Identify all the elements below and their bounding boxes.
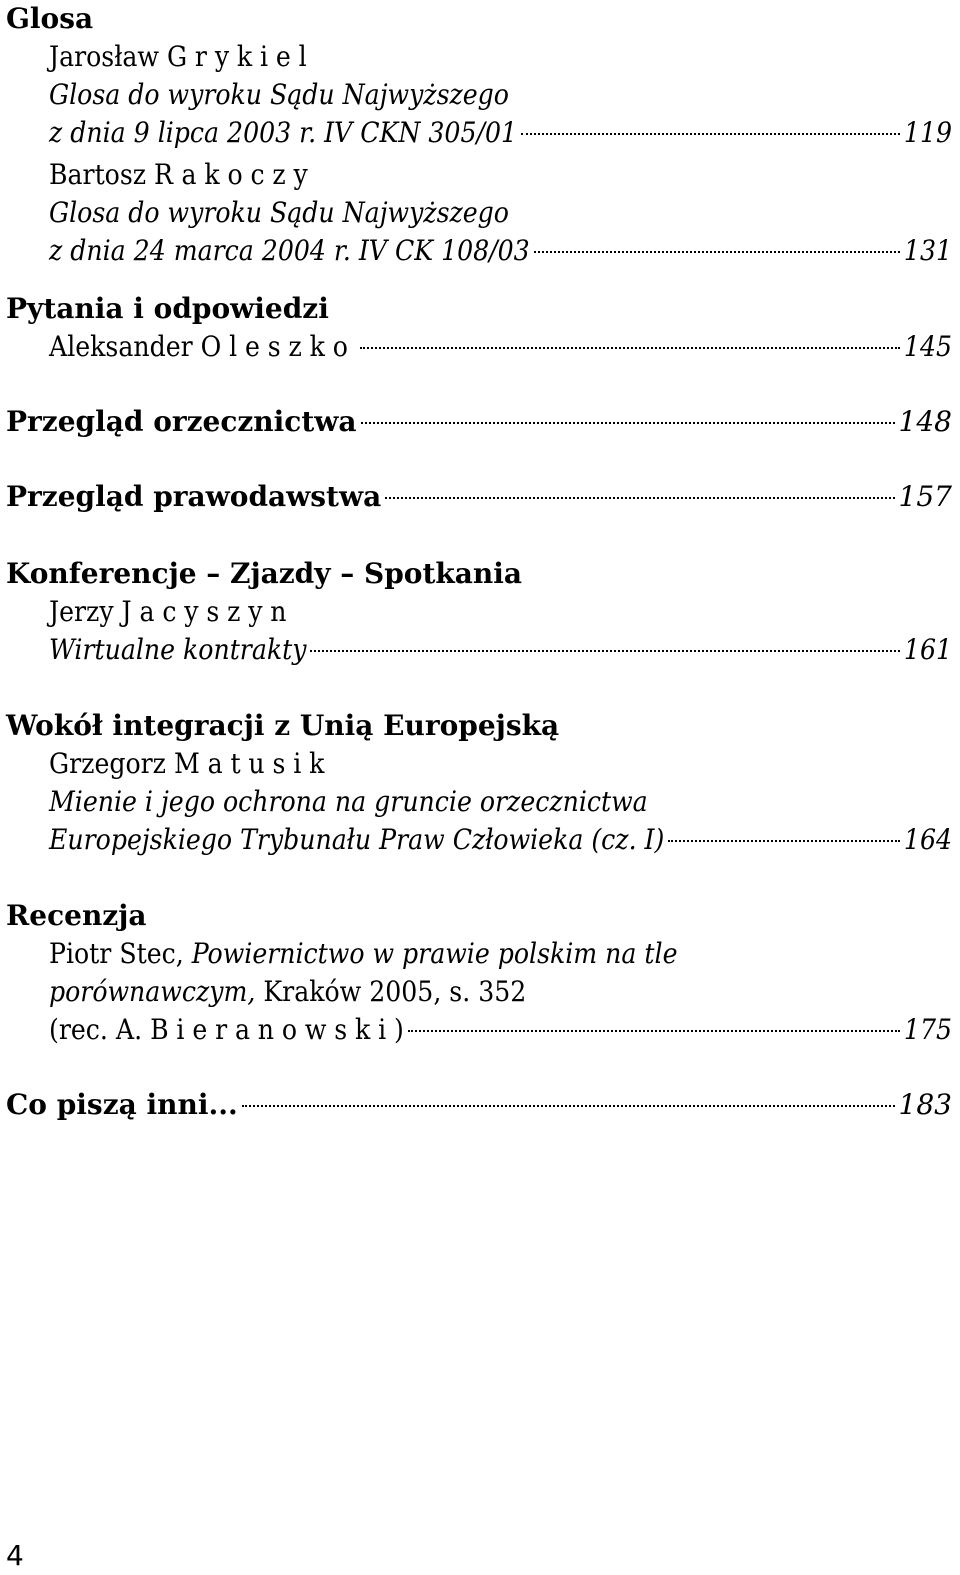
toc-entry-prawodawstwo[interactable]: Przegląd prawodawstwa 157 (6, 478, 952, 516)
page-ref: 145 (903, 330, 952, 363)
dot-leader (408, 1030, 900, 1032)
page-ref: 161 (903, 633, 952, 666)
dot-leader (668, 840, 900, 842)
section-title-konferencje: Konferencje – Zjazdy – Spotkania (6, 557, 523, 590)
table-of-contents (6, 0, 952, 1124)
dot-leader (534, 251, 900, 253)
toc-entry-co-pisza-inni[interactable]: Co piszą inni... 183 (6, 1086, 952, 1124)
page-ref: 131 (903, 234, 952, 267)
toc-entry-recenzja[interactable]: (rec. A. Bieranowski ) 175 (6, 1011, 952, 1049)
entry-author: Jarosław Grykiel (49, 40, 315, 73)
dot-leader (310, 650, 899, 652)
section-title-pytania: Pytania i odpowiedzi (6, 292, 329, 325)
page-ref: 119 (903, 116, 952, 149)
section-title-recenzja: Recenzja (6, 899, 147, 932)
dot-leader (360, 347, 900, 349)
page-ref: 183 (898, 1088, 952, 1121)
page-number: 4 (6, 1539, 24, 1572)
entry-author: Jerzy Jacyszyn (49, 595, 295, 628)
page-ref: 164 (903, 823, 952, 856)
entry-title-line: Piotr Stec, Powiernictwo w prawie polskim na tle (49, 937, 678, 970)
section-title-integracja: Wokół integracji z Unią Europejską (6, 709, 560, 742)
entry-author: Grzegorz Matusik (49, 747, 333, 780)
section-title-glosa: Glosa (6, 2, 94, 35)
page-ref: 157 (898, 480, 952, 513)
dot-leader (385, 497, 894, 499)
toc-entry-orzecznictwo[interactable]: Przegląd orzecznictwa 148 (6, 403, 952, 441)
toc-entry-glosa-1[interactable]: z dnia 9 lipca 2003 r. IV CKN 305/01 119 (6, 114, 952, 152)
entry-title-line: Glosa do wyroku Sądu Najwyższego (49, 78, 509, 111)
page-ref: 175 (903, 1013, 952, 1046)
toc-entry-konferencje[interactable]: Wirtualne kontrakty 161 (6, 631, 952, 669)
toc-entry-glosa-2[interactable]: z dnia 24 marca 2004 r. IV CK 108/03 131 (6, 232, 952, 270)
toc-entry-pytania[interactable]: Aleksander Oleszko 145 (6, 328, 952, 366)
entry-title-line: Mienie i jego ochrona na gruncie orzecznictwa (49, 785, 648, 818)
page-ref: 148 (898, 405, 952, 438)
entry-author: Bartosz Rakoczy (49, 158, 316, 191)
dot-leader (521, 133, 900, 135)
toc-entry-integracja[interactable]: Europejskiego Trybunału Praw Człowieka (cz. I) 164 (6, 821, 952, 859)
entry-title-line: porównawczym, Kraków 2005, s. 352 (49, 975, 527, 1008)
dot-leader (242, 1105, 895, 1107)
dot-leader (361, 422, 895, 424)
entry-title-line: Glosa do wyroku Sądu Najwyższego (49, 196, 509, 229)
